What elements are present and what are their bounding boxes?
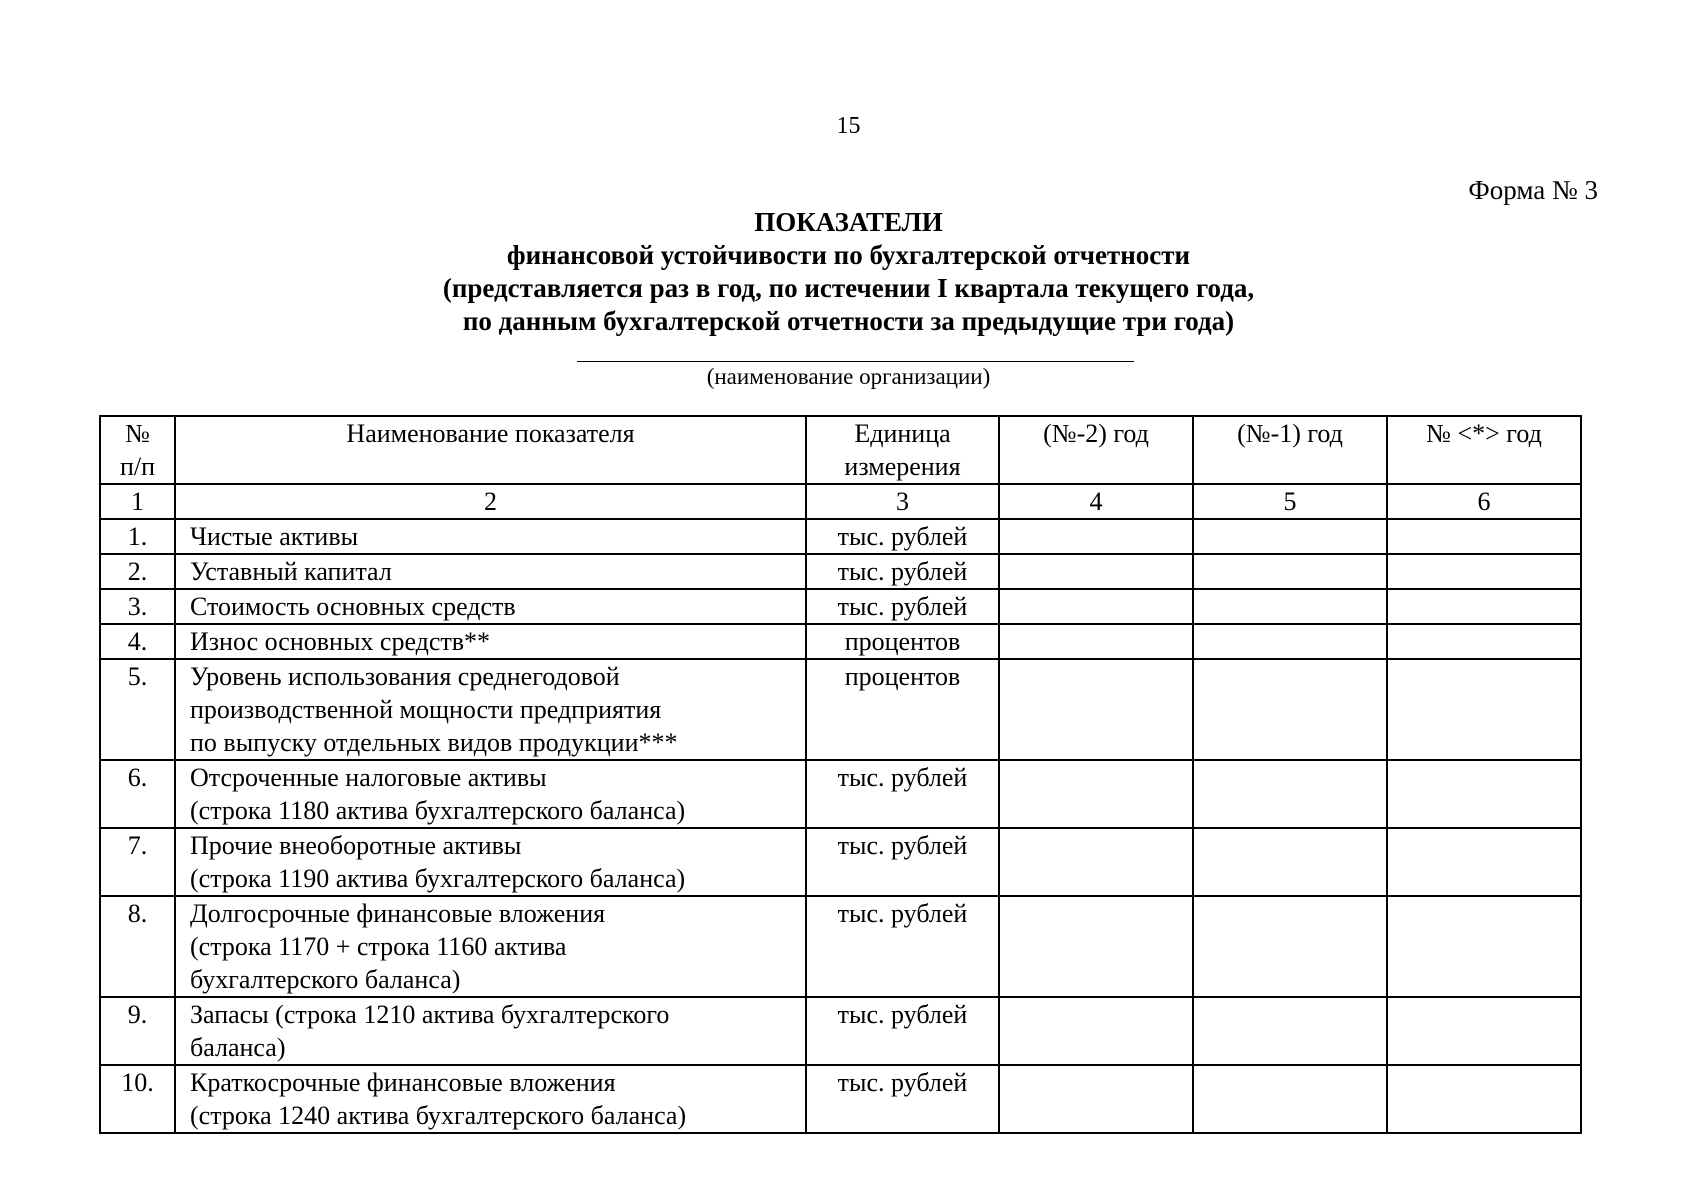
header-cell-year-minus-1: (№-1) год [1193, 416, 1387, 484]
indicator-name-line: Отсроченные налоговые активы [190, 763, 547, 792]
unit-cell: тыс. рублей [806, 828, 999, 896]
indicator-name-line: Износ основных средств** [190, 627, 491, 656]
year-minus-2-cell[interactable] [999, 624, 1193, 659]
table-header-row [100, 416, 1581, 484]
year-minus-1-cell[interactable] [1193, 554, 1387, 589]
title-line-1: ПОКАЗАТЕЛИ [754, 207, 943, 237]
table-row [100, 519, 1581, 554]
indicator-name-line: баланса) [190, 1033, 286, 1062]
indicator-name-cell [175, 1065, 806, 1133]
unit-cell: тыс. рублей [806, 896, 999, 997]
row-number-cell: 6. [100, 760, 175, 828]
year-minus-1-cell[interactable] [1193, 589, 1387, 624]
form-number: Форма № 3 [1468, 175, 1598, 205]
indicator-name-line: (строка 1170 + строка 1160 актива [190, 932, 567, 961]
row-number-cell: 1. [100, 519, 175, 554]
column-index-cell: 6 [1387, 484, 1581, 519]
table-row [100, 659, 1581, 760]
year-minus-2-cell[interactable] [999, 519, 1193, 554]
indicator-name-line: (строка 1180 актива бухгалтерского баланса) [190, 796, 686, 825]
unit-cell: процентов [806, 624, 999, 659]
year-minus-2-cell[interactable] [999, 659, 1193, 760]
year-minus-1-cell[interactable] [1193, 997, 1387, 1065]
year-minus-2-cell[interactable] [999, 589, 1193, 624]
column-index-cell: 3 [806, 484, 999, 519]
year-current-cell[interactable] [1387, 828, 1581, 896]
indicator-name-line: Долгосрочные финансовые вложения [190, 899, 606, 928]
year-current-cell[interactable] [1387, 589, 1581, 624]
unit-cell: тыс. рублей [806, 519, 999, 554]
column-index-cell: 2 [175, 484, 806, 519]
indicator-name-line: Чистые активы [190, 522, 359, 551]
document-title [0, 206, 1697, 338]
year-current-cell[interactable] [1387, 896, 1581, 997]
header-cell-name: Наименование показателя [175, 416, 806, 484]
table-row [100, 624, 1581, 659]
table-row [100, 554, 1581, 589]
row-number-cell: 2. [100, 554, 175, 589]
indicator-name-line: Уставный капитал [190, 557, 392, 586]
header-number-line-2: п/п [119, 452, 156, 481]
row-number-cell: 5. [100, 659, 175, 760]
header-cell-number [100, 416, 175, 484]
year-current-cell[interactable] [1387, 519, 1581, 554]
header-unit-line-1: Единица [854, 419, 951, 448]
indicators-table [99, 415, 1582, 1134]
column-index-row [100, 484, 1581, 519]
indicator-name-line: Стоимость основных средств [190, 592, 516, 621]
table-row [100, 1065, 1581, 1133]
indicator-name-cell [175, 554, 806, 589]
year-minus-2-cell[interactable] [999, 1065, 1193, 1133]
organization-name-line [577, 361, 1134, 362]
year-minus-2-cell[interactable] [999, 896, 1193, 997]
row-number-cell: 10. [100, 1065, 175, 1133]
indicator-name-line: (строка 1190 актива бухгалтерского баланса) [190, 864, 686, 893]
unit-cell: тыс. рублей [806, 997, 999, 1065]
indicator-name-line: бухгалтерского баланса) [190, 965, 461, 994]
indicator-name-cell [175, 760, 806, 828]
indicator-name-cell [175, 659, 806, 760]
row-number-cell: 8. [100, 896, 175, 997]
year-minus-1-cell[interactable] [1193, 828, 1387, 896]
table-row [100, 896, 1581, 997]
title-line-2: финансовой устойчивости по бухгалтерской отчетности [506, 240, 1191, 270]
indicator-name-cell [175, 828, 806, 896]
unit-cell: тыс. рублей [806, 554, 999, 589]
year-minus-1-cell[interactable] [1193, 896, 1387, 997]
header-number-line-1: № [125, 419, 150, 448]
year-current-cell[interactable] [1387, 760, 1581, 828]
indicator-name-cell [175, 624, 806, 659]
year-minus-1-cell[interactable] [1193, 760, 1387, 828]
year-minus-1-cell[interactable] [1193, 624, 1387, 659]
indicator-name-cell [175, 519, 806, 554]
unit-cell: тыс. рублей [806, 1065, 999, 1133]
unit-cell: процентов [806, 659, 999, 760]
indicator-name-line: Прочие внеоборотные активы [190, 831, 522, 860]
column-index-cell: 4 [999, 484, 1193, 519]
year-current-cell[interactable] [1387, 997, 1581, 1065]
column-index-cell: 5 [1193, 484, 1387, 519]
year-minus-2-cell[interactable] [999, 997, 1193, 1065]
unit-cell: тыс. рублей [806, 760, 999, 828]
year-minus-2-cell[interactable] [999, 828, 1193, 896]
unit-cell: тыс. рублей [806, 589, 999, 624]
year-current-cell[interactable] [1387, 554, 1581, 589]
indicator-name-line: Краткосрочные финансовые вложения [190, 1068, 616, 1097]
year-minus-1-cell[interactable] [1193, 659, 1387, 760]
indicator-name-line: Уровень использования среднегодовой [190, 662, 620, 691]
page-number: 15 [836, 113, 861, 139]
title-line-3: (представляется раз в год, по истечении I квартала текущего года, [442, 273, 1255, 303]
row-number-cell: 4. [100, 624, 175, 659]
table-row [100, 997, 1581, 1065]
indicator-name-line: (строка 1240 актива бухгалтерского баланса) [190, 1101, 687, 1130]
organization-caption: (наименование организации) [706, 364, 991, 389]
table-row [100, 589, 1581, 624]
indicator-name-cell [175, 896, 806, 997]
title-line-4: по данным бухгалтерской отчетности за предыдущие три года) [462, 306, 1235, 336]
year-current-cell[interactable] [1387, 659, 1581, 760]
table-row [100, 760, 1581, 828]
row-number-cell: 9. [100, 997, 175, 1065]
indicator-name-line: Запасы (строка 1210 актива бухгалтерского [190, 1000, 670, 1029]
year-minus-2-cell[interactable] [999, 554, 1193, 589]
indicator-name-cell [175, 589, 806, 624]
column-index-cell: 1 [100, 484, 175, 519]
header-unit-line-2: измерения [844, 452, 961, 481]
year-minus-1-cell[interactable] [1193, 1065, 1387, 1133]
header-cell-year-current: № <*> год [1387, 416, 1581, 484]
year-current-cell[interactable] [1387, 624, 1581, 659]
indicator-name-line: производственной мощности предприятия [190, 695, 662, 724]
year-minus-1-cell[interactable] [1193, 519, 1387, 554]
header-cell-unit [806, 416, 999, 484]
year-minus-2-cell[interactable] [999, 760, 1193, 828]
row-number-cell: 3. [100, 589, 175, 624]
indicator-name-line: по выпуску отдельных видов продукции*** [190, 728, 678, 757]
header-cell-year-minus-2: (№-2) год [999, 416, 1193, 484]
year-current-cell[interactable] [1387, 1065, 1581, 1133]
row-number-cell: 7. [100, 828, 175, 896]
table-row [100, 828, 1581, 896]
indicator-name-cell [175, 997, 806, 1065]
